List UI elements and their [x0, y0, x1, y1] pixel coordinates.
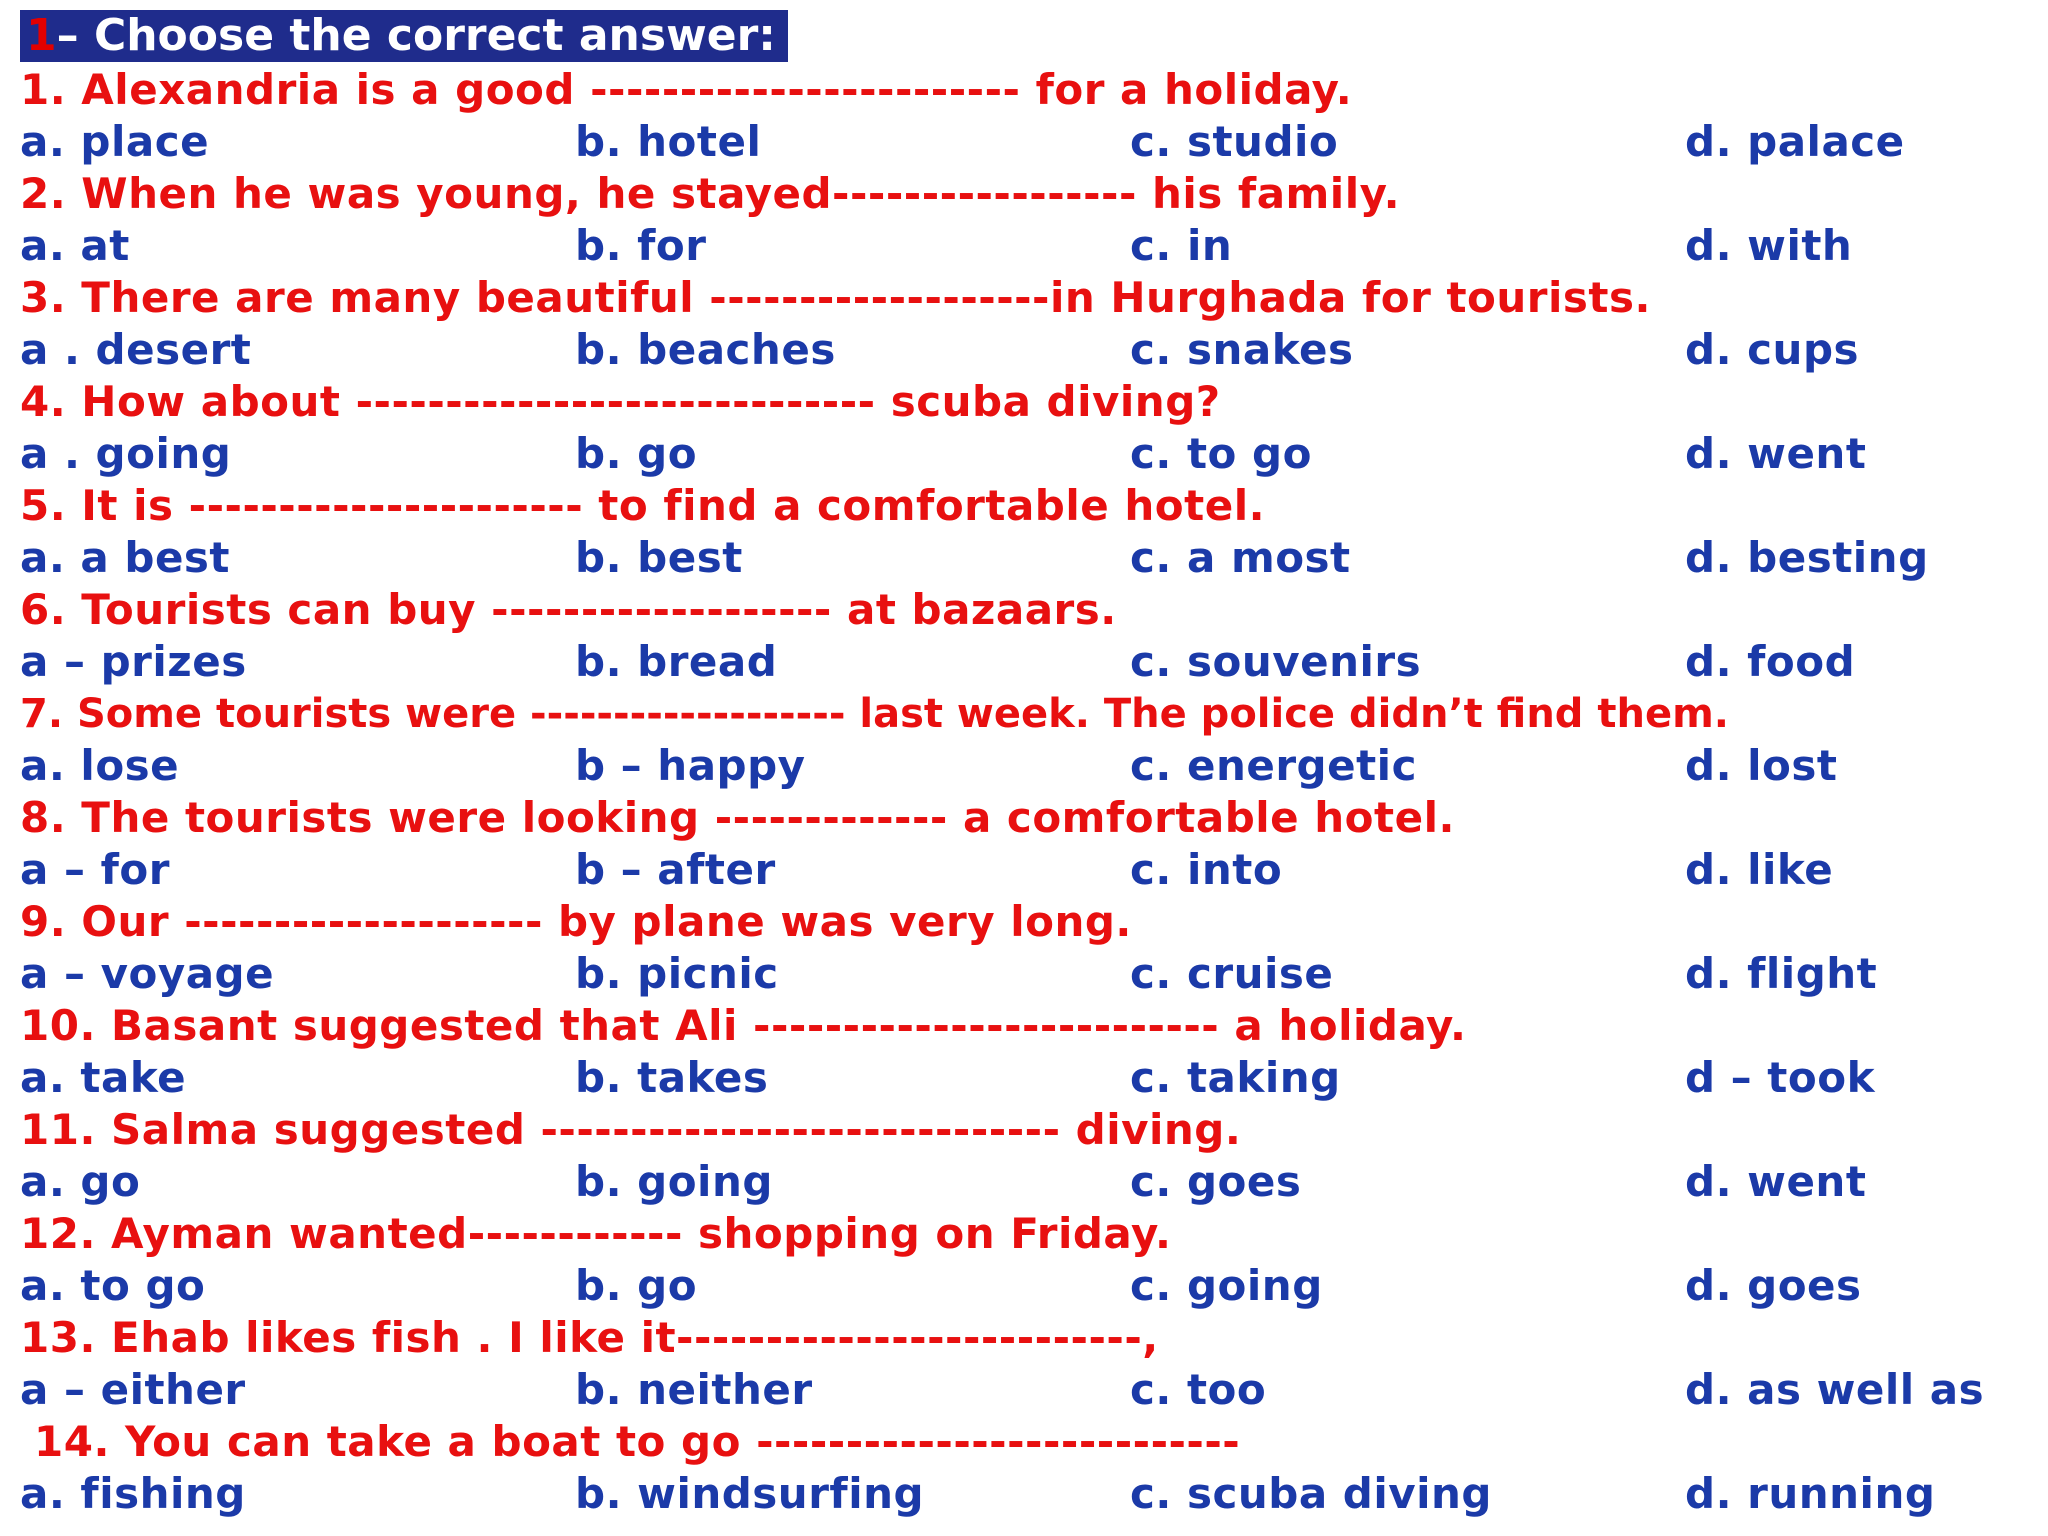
question-4: 4. How about ----------------------------- scuba diving? [20, 377, 1221, 426]
option-d[interactable]: d. lost [1685, 741, 1838, 790]
option-b[interactable]: b. hotel [575, 117, 762, 166]
options-row-10 [20, 1052, 2030, 1104]
question-5: 5. It is ---------------------- to find a comfortable hotel. [20, 481, 1266, 530]
options-row-2 [20, 220, 2030, 272]
section-number: 1 [26, 10, 57, 61]
options-row-6 [20, 636, 2030, 688]
options-row-12 [20, 1260, 2030, 1312]
question-10: 10. Basant suggested that Ali -------------------------- a holiday. [20, 1001, 1467, 1050]
option-c[interactable]: c. to go [1130, 429, 1312, 478]
options-row-9 [20, 948, 2030, 1000]
option-d[interactable]: d. besting [1685, 533, 1929, 582]
option-a[interactable]: a – for [20, 845, 170, 894]
question-12: 12. Ayman wanted------------ shopping on Friday. [20, 1209, 1172, 1258]
option-b[interactable]: b. for [575, 221, 707, 270]
options-row-8 [20, 844, 2030, 896]
option-a[interactable]: a. at [20, 221, 130, 270]
question-6: 6. Tourists can buy ------------------- at bazaars. [20, 585, 1117, 634]
option-b[interactable]: b. neither [575, 1365, 813, 1414]
option-a[interactable]: a. lose [20, 741, 180, 790]
option-b[interactable]: b – after [575, 845, 776, 894]
option-c[interactable]: c. studio [1130, 117, 1339, 166]
option-a[interactable]: a. place [20, 117, 210, 166]
options-row-14 [20, 1468, 2030, 1520]
option-a[interactable]: a. take [20, 1053, 187, 1102]
question-2: 2. When he was young, he stayed----------------- his family. [20, 169, 1401, 218]
option-b[interactable]: b – happy [575, 741, 806, 790]
option-c[interactable]: c. scuba diving [1130, 1469, 1492, 1518]
option-c[interactable]: c. goes [1130, 1157, 1302, 1206]
option-d[interactable]: d. running [1685, 1469, 1936, 1518]
section-header [20, 10, 788, 62]
question-7: 7. Some tourists were ------------------- last week. The police didn’t find them. [20, 691, 1729, 737]
option-b[interactable]: b. go [575, 1261, 698, 1310]
option-d[interactable]: d. cups [1685, 325, 1860, 374]
option-d[interactable]: d. went [1685, 1157, 1867, 1206]
option-b[interactable]: b. go [575, 429, 698, 478]
option-a[interactable]: a. a best [20, 533, 231, 582]
option-a[interactable]: a. to go [20, 1261, 206, 1310]
option-d[interactable]: d. palace [1685, 117, 1905, 166]
option-a[interactable]: a . going [20, 429, 232, 478]
question-8: 8. The tourists were looking ------------- a comfortable hotel. [20, 793, 1455, 842]
option-b[interactable]: b. bread [575, 637, 778, 686]
option-d[interactable]: d – took [1685, 1053, 1876, 1102]
option-d[interactable]: d. with [1685, 221, 1853, 270]
option-d[interactable]: d. flight [1685, 949, 1878, 998]
option-b[interactable]: b. best [575, 533, 743, 582]
options-row-13 [20, 1364, 2030, 1416]
options-row-1 [20, 116, 2030, 168]
option-a[interactable]: a. go [20, 1157, 141, 1206]
option-b[interactable]: b. going [575, 1157, 773, 1206]
option-b[interactable]: b. picnic [575, 949, 779, 998]
question-1: 1. Alexandria is a good ------------------------ for a holiday. [20, 65, 1353, 114]
option-c[interactable]: c. into [1130, 845, 1283, 894]
options-row-4 [20, 428, 2030, 480]
option-d[interactable]: d. food [1685, 637, 1856, 686]
section-title: – Choose the correct answer: [56, 10, 776, 61]
option-a[interactable]: a – either [20, 1365, 246, 1414]
option-a[interactable]: a – voyage [20, 949, 275, 998]
option-d[interactable]: d. like [1685, 845, 1834, 894]
option-a[interactable]: a. fishing [20, 1469, 246, 1518]
question-11: 11. Salma suggested ----------------------------- diving. [20, 1105, 1242, 1154]
option-b[interactable]: b. windsurfing [575, 1469, 925, 1518]
option-c[interactable]: c. too [1130, 1365, 1267, 1414]
option-d[interactable]: d. goes [1685, 1261, 1862, 1310]
options-row-5 [20, 532, 2030, 584]
options-row-11 [20, 1156, 2030, 1208]
question-13: 13. Ehab likes fish . I like it--------------------------, [20, 1313, 1159, 1362]
option-a[interactable]: a . desert [20, 325, 252, 374]
option-c[interactable]: c. cruise [1130, 949, 1334, 998]
question-9: 9. Our -------------------- by plane was very long. [20, 897, 1132, 946]
option-d[interactable]: d. as well as [1685, 1365, 1985, 1414]
option-b[interactable]: b. beaches [575, 325, 836, 374]
option-c[interactable]: c. a most [1130, 533, 1351, 582]
question-3: 3. There are many beautiful -------------------in Hurghada for tourists. [20, 273, 1651, 322]
option-b[interactable]: b. takes [575, 1053, 769, 1102]
option-c[interactable]: c. taking [1130, 1053, 1341, 1102]
question-14: 14. You can take a boat to go --------------------------- [34, 1417, 1241, 1466]
option-c[interactable]: c. energetic [1130, 741, 1417, 790]
option-a[interactable]: a – prizes [20, 637, 247, 686]
option-c[interactable]: c. going [1130, 1261, 1323, 1310]
options-row-7 [20, 740, 2030, 792]
option-c[interactable]: c. in [1130, 221, 1233, 270]
option-c[interactable]: c. snakes [1130, 325, 1354, 374]
option-c[interactable]: c. souvenirs [1130, 637, 1422, 686]
options-row-3 [20, 324, 2030, 376]
option-d[interactable]: d. went [1685, 429, 1867, 478]
